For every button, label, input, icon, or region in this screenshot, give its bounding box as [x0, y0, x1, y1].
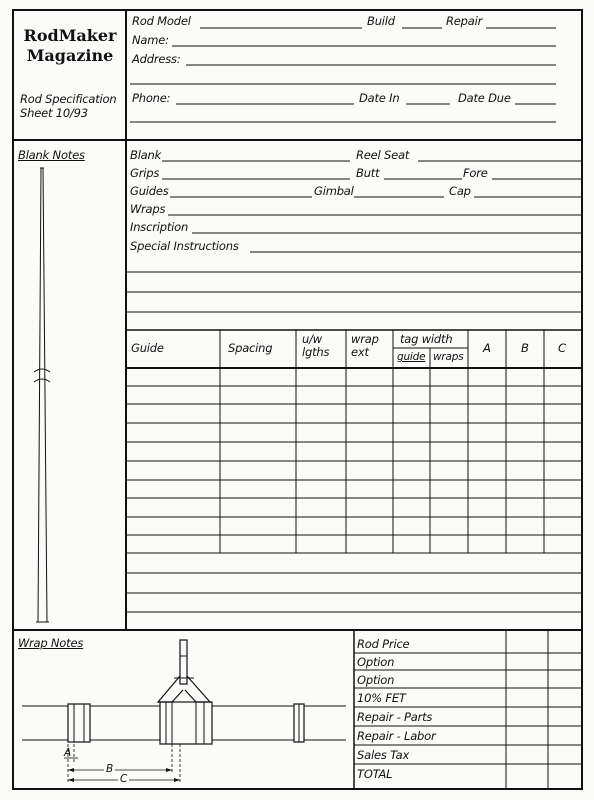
- wrap-notes-heading: Wrap Notes: [18, 636, 84, 650]
- date-due-label: Date Due: [458, 91, 511, 105]
- dimension-c-label: C: [120, 773, 128, 785]
- fet-label: 10% FET: [357, 691, 406, 705]
- option-2-label: Option: [357, 673, 395, 687]
- sheet-title-line-1: Rod Specification: [20, 92, 117, 106]
- total-label: TOTAL: [357, 767, 393, 781]
- phone-label: Phone:: [132, 91, 171, 105]
- col-spacing: Spacing: [228, 341, 273, 355]
- option-1-label: Option: [357, 655, 395, 669]
- col-tag-width: tag width: [400, 332, 453, 346]
- butt-label: Butt: [356, 166, 380, 180]
- name-label: Name:: [132, 33, 169, 47]
- wraps-label: Wraps: [130, 202, 166, 216]
- brand-line-1: RodMaker: [23, 26, 117, 45]
- repair-label: Repair: [446, 14, 483, 28]
- col-b: B: [521, 341, 529, 355]
- build-label: Build: [367, 14, 395, 28]
- gimbal-label: Gimbal: [314, 184, 354, 198]
- blank-label: Blank: [130, 148, 162, 162]
- col-uw-1: u/w: [302, 332, 322, 346]
- brand-line-2: Magazine: [26, 46, 114, 65]
- col-uw-2: lgths: [302, 345, 330, 359]
- rod-model-label: Rod Model: [132, 14, 191, 28]
- fore-label: Fore: [463, 166, 488, 180]
- sales-tax-label: Sales Tax: [357, 748, 410, 762]
- col-wrap-1: wrap: [351, 332, 379, 346]
- col-tag-guide: guide: [397, 351, 426, 363]
- reel-seat-label: Reel Seat: [356, 148, 410, 162]
- col-c: C: [558, 341, 566, 355]
- grips-label: Grips: [130, 166, 160, 180]
- repair-labor-label: Repair - Labor: [357, 729, 436, 743]
- date-in-label: Date In: [359, 91, 400, 105]
- blank-notes-heading: Blank Notes: [18, 148, 85, 162]
- col-wrap-2: ext: [351, 345, 369, 359]
- sheet-title-line-2: Sheet 10/93: [20, 106, 88, 120]
- cap-label: Cap: [449, 184, 471, 198]
- col-guide: Guide: [131, 341, 164, 355]
- special-instructions-label: Special Instructions: [130, 239, 239, 253]
- repair-parts-label: Repair - Parts: [357, 710, 433, 724]
- rod-price-label: Rod Price: [357, 637, 410, 651]
- guides-label: Guides: [130, 184, 169, 198]
- col-tag-wraps: wraps: [433, 351, 464, 363]
- dimension-a-label: A: [64, 747, 71, 759]
- dimension-b-label: B: [106, 763, 114, 775]
- inscription-label: Inscription: [130, 220, 189, 234]
- brand-title: [20, 26, 120, 66]
- col-a: A: [483, 341, 491, 355]
- address-label: Address:: [132, 52, 181, 66]
